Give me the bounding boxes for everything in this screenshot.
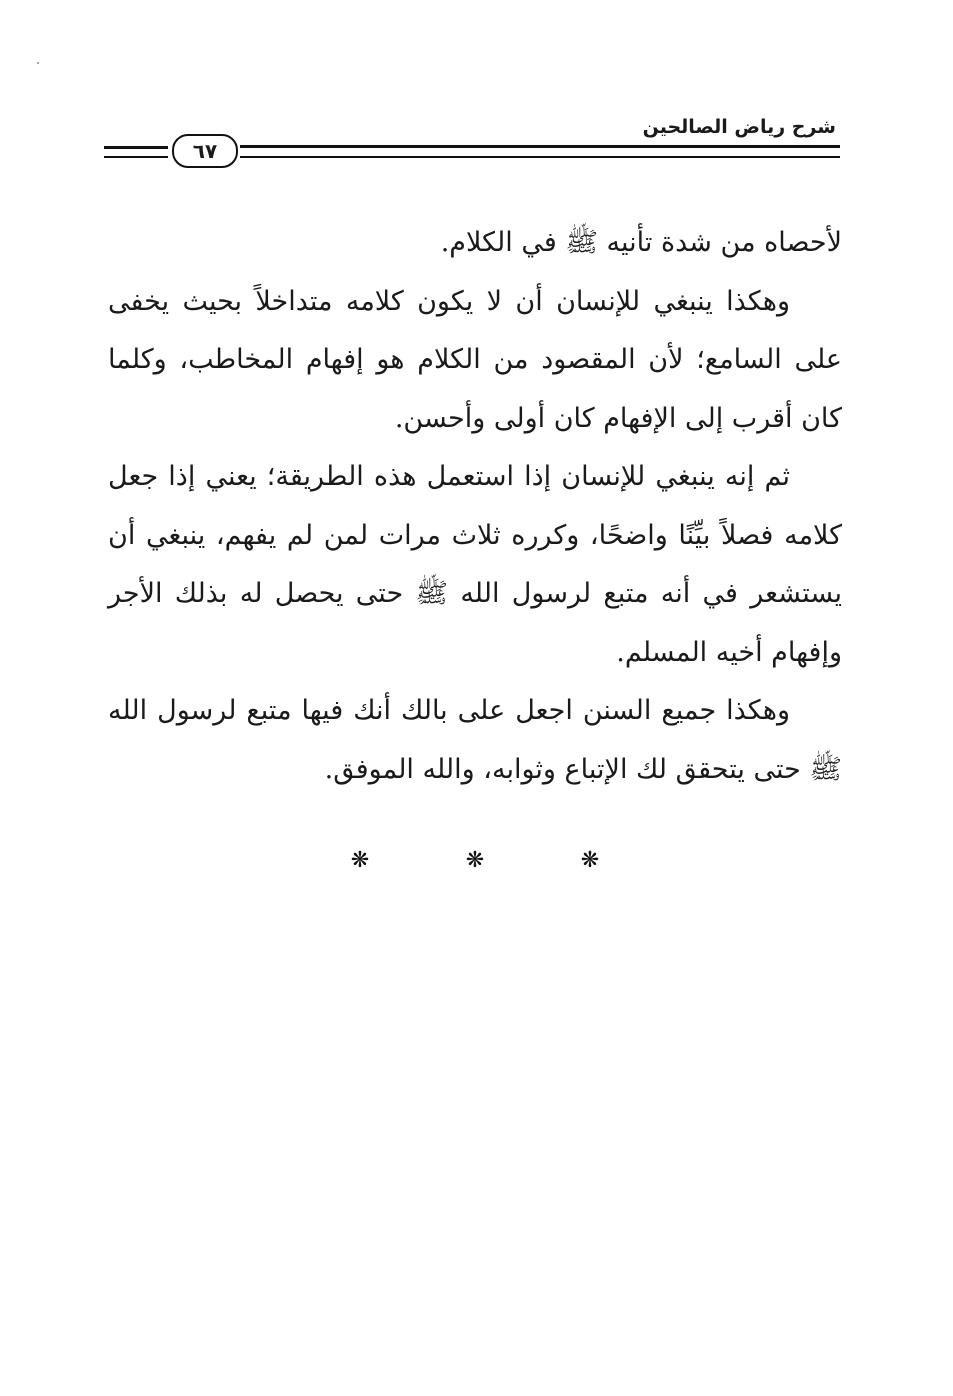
separator-star-icon: ❋ — [580, 848, 600, 873]
scan-speck — [37, 62, 39, 64]
paragraph: وهكذا ينبغي للإنسان أن لا يكون كلامه متداخلاً بحيث يخفى على السامع؛ لأن المقصود من الكلام هو إفهام المخاطب، وكلما كان أقرب إلى الإفهام كان أولى وأحسن. — [108, 285, 842, 434]
paragraph-continuation: لأحصاه من شدة تأنيه ﷺ في الكلام. — [440, 227, 842, 258]
header-rule-long — [240, 145, 840, 158]
page-number: ٦٧ — [192, 139, 218, 163]
page-header — [100, 112, 840, 172]
separator-star-icon: ❋ — [350, 848, 370, 873]
paragraph: ثم إنه ينبغي للإنسان إذا استعمل هذه الطريقة؛ يعني إذا جعل كلامه فصلاً بيِّنًا واضحًا، وكرره ثلاث مرات لمن لم يفهم، ينبغي أن يستشعر في أنه متبع لرسول الله ﷺ حتى يحصل له بذلك الأجر وإفهام أخيه المسلم. — [108, 461, 842, 668]
separator-star-icon: ❋ — [465, 848, 485, 873]
header-rule-short — [104, 146, 168, 158]
page-number-badge — [172, 134, 238, 168]
running-title: شرح رياض الصالحين — [642, 116, 836, 138]
paragraph: وهكذا جميع السنن اجعل على بالك أنك فيها متبع لرسول الله ﷺ حتى يتحقق لك الإتباع وثوابه، والله الموفق. — [108, 695, 842, 785]
section-separator — [340, 848, 610, 873]
body-text — [108, 214, 842, 799]
